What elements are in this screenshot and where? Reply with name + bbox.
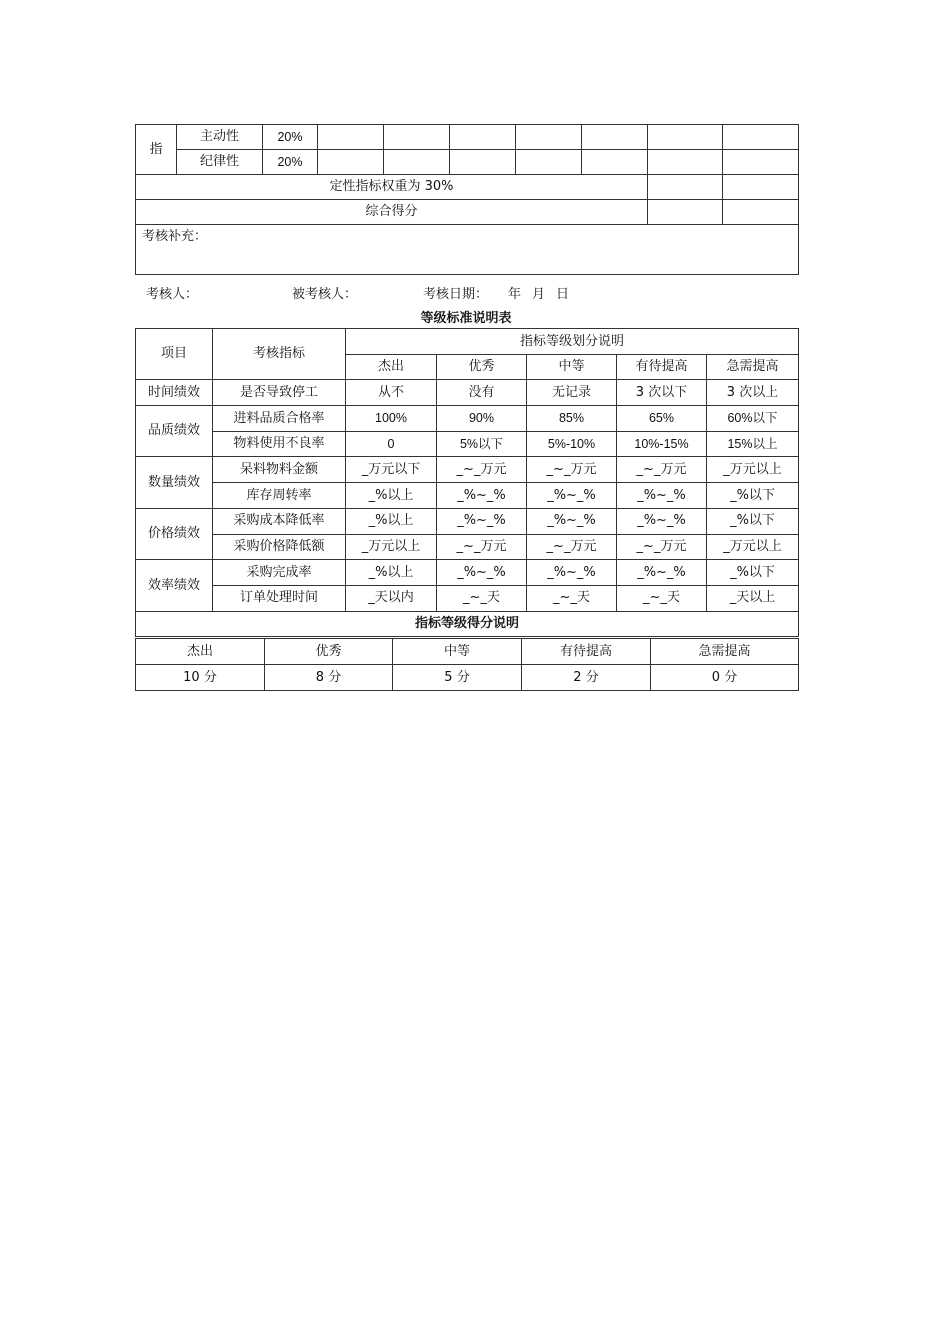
score-cell[interactable] xyxy=(384,150,450,175)
value-cell: 从不 xyxy=(346,380,437,406)
indicator-cell: 进料品质合格率 xyxy=(213,406,346,432)
score-table xyxy=(135,638,799,691)
score-value: 0 分 xyxy=(651,665,799,691)
score-cell[interactable] xyxy=(648,125,723,150)
value-cell: _~_天 xyxy=(527,585,617,611)
indicator-weight: 20% xyxy=(263,150,318,175)
value-cell: _%以上 xyxy=(346,560,437,586)
value-cell: _~_万元 xyxy=(437,534,527,560)
value-cell: _万元以上 xyxy=(707,457,799,483)
indicator-name: 主动性 xyxy=(177,125,263,150)
value-cell: _万元以下 xyxy=(346,457,437,483)
value-cell: _~_万元 xyxy=(527,534,617,560)
indicator-cell: 是否导致停工 xyxy=(213,380,346,406)
level-header: 中等 xyxy=(527,354,617,380)
indicator-header: 考核指标 xyxy=(213,329,346,380)
item-cell: 价格绩效 xyxy=(136,508,213,559)
indicator-name: 纪律性 xyxy=(177,150,263,175)
supplement-field[interactable]: 考核补充： xyxy=(136,225,799,275)
value-cell: _天以内 xyxy=(346,585,437,611)
value-cell: 65% xyxy=(617,406,707,432)
score-title: 指标等级得分说明 xyxy=(136,611,799,637)
score-title-row xyxy=(136,611,799,637)
score-level: 中等 xyxy=(393,639,522,665)
qualitative-weight-row xyxy=(136,175,799,200)
value-cell: _万元以上 xyxy=(346,534,437,560)
evaluation-table xyxy=(135,124,799,275)
score-cell[interactable] xyxy=(723,125,799,150)
value-cell: _%以下 xyxy=(707,560,799,586)
value-cell: _%~_% xyxy=(617,560,707,586)
table-row xyxy=(136,534,799,560)
score-cell[interactable] xyxy=(648,200,723,225)
grade-standard-table xyxy=(135,328,799,637)
value-cell: _%~_% xyxy=(437,560,527,586)
value-cell: 15%以上 xyxy=(707,431,799,457)
level-header: 有待提高 xyxy=(617,354,707,380)
score-cell[interactable] xyxy=(648,175,723,200)
evaluation-row xyxy=(136,150,799,175)
value-cell: _%以下 xyxy=(707,483,799,509)
header-row xyxy=(136,329,799,355)
indicator-weight: 20% xyxy=(263,125,318,150)
date-label: 考核日期： xyxy=(423,287,489,302)
side-label: 指 xyxy=(136,125,177,175)
indicator-cell: 呆料物料金额 xyxy=(213,457,346,483)
qualitative-weight: 定性指标权重为 30% xyxy=(136,175,648,200)
score-cell[interactable] xyxy=(582,150,648,175)
item-cell: 品质绩效 xyxy=(136,406,213,457)
score-cell[interactable] xyxy=(648,150,723,175)
value-cell: _%~_% xyxy=(527,508,617,534)
value-cell: 90% xyxy=(437,406,527,432)
value-cell: 无记录 xyxy=(527,380,617,406)
score-cell[interactable] xyxy=(582,125,648,150)
value-cell: _%~_% xyxy=(437,508,527,534)
table-row xyxy=(136,457,799,483)
assessor-label: 考核人： xyxy=(146,287,199,302)
score-value: 10 分 xyxy=(136,665,265,691)
score-cell[interactable] xyxy=(723,150,799,175)
value-cell: _~_万元 xyxy=(527,457,617,483)
year-label: 年 xyxy=(508,287,522,302)
indicator-cell: 订单处理时间 xyxy=(213,585,346,611)
indicator-cell: 采购完成率 xyxy=(213,560,346,586)
value-cell: _%~_% xyxy=(617,508,707,534)
supplement-row xyxy=(136,225,799,275)
score-value: 5 分 xyxy=(393,665,522,691)
table-row xyxy=(136,406,799,432)
value-cell: 100% xyxy=(346,406,437,432)
level-header: 优秀 xyxy=(437,354,527,380)
score-level: 有待提高 xyxy=(522,639,651,665)
score-cell[interactable] xyxy=(318,150,384,175)
table-row xyxy=(136,431,799,457)
score-cell[interactable] xyxy=(450,150,516,175)
value-cell: 5%以下 xyxy=(437,431,527,457)
value-cell: 3 次以下 xyxy=(617,380,707,406)
item-cell: 数量绩效 xyxy=(136,457,213,508)
value-cell: 10%-15% xyxy=(617,431,707,457)
value-cell: _%~_% xyxy=(437,483,527,509)
day-label: 日 xyxy=(556,287,570,302)
item-header: 项目 xyxy=(136,329,213,380)
value-cell: _~_天 xyxy=(437,585,527,611)
value-cell: _~_万元 xyxy=(617,534,707,560)
indicator-cell: 库存周转率 xyxy=(213,483,346,509)
total-score-label: 综合得分 xyxy=(136,200,648,225)
value-cell: _%~_% xyxy=(617,483,707,509)
score-cell[interactable] xyxy=(450,125,516,150)
item-cell: 效率绩效 xyxy=(136,560,213,611)
value-cell: 5%-10% xyxy=(527,431,617,457)
score-level: 杰出 xyxy=(136,639,265,665)
score-cell[interactable] xyxy=(516,125,582,150)
value-cell: _~_万元 xyxy=(617,457,707,483)
table-row xyxy=(136,585,799,611)
score-cell[interactable] xyxy=(318,125,384,150)
value-cell: _天以上 xyxy=(707,585,799,611)
table-row xyxy=(136,560,799,586)
assessee-label: 被考核人： xyxy=(292,287,358,302)
grade-table-title: 等级标准说明表 xyxy=(420,311,512,326)
score-value: 2 分 xyxy=(522,665,651,691)
value-cell: _%~_% xyxy=(527,560,617,586)
value-cell: _~_万元 xyxy=(437,457,527,483)
level-header: 杰出 xyxy=(346,354,437,380)
score-level: 优秀 xyxy=(265,639,393,665)
table-row xyxy=(136,380,799,406)
indicator-cell: 采购成本降低率 xyxy=(213,508,346,534)
value-cell: _%以下 xyxy=(707,508,799,534)
value-cell: 85% xyxy=(527,406,617,432)
score-cell[interactable] xyxy=(384,125,450,150)
score-cell[interactable] xyxy=(723,175,799,200)
month-label: 月 xyxy=(532,287,546,302)
score-level: 急需提高 xyxy=(651,639,799,665)
indicator-cell: 采购价格降低额 xyxy=(213,534,346,560)
value-cell: 3 次以上 xyxy=(707,380,799,406)
score-cell[interactable] xyxy=(516,150,582,175)
value-cell: 60%以下 xyxy=(707,406,799,432)
level-header: 急需提高 xyxy=(707,354,799,380)
value-cell: _%以上 xyxy=(346,508,437,534)
score-value: 8 分 xyxy=(265,665,393,691)
table-row xyxy=(136,483,799,509)
value-cell: 0 xyxy=(346,431,437,457)
item-cell: 时间绩效 xyxy=(136,380,213,406)
value-cell: _%以上 xyxy=(346,483,437,509)
evaluation-row xyxy=(136,125,799,150)
division-header: 指标等级划分说明 xyxy=(346,329,799,355)
table-row xyxy=(136,508,799,534)
value-cell: _%~_% xyxy=(527,483,617,509)
value-cell: 没有 xyxy=(437,380,527,406)
score-value-row xyxy=(136,665,799,691)
score-cell[interactable] xyxy=(723,200,799,225)
score-level-row xyxy=(136,639,799,665)
indicator-cell: 物料使用不良率 xyxy=(213,431,346,457)
value-cell: _~_天 xyxy=(617,585,707,611)
value-cell: _万元以上 xyxy=(707,534,799,560)
total-score-row xyxy=(136,200,799,225)
